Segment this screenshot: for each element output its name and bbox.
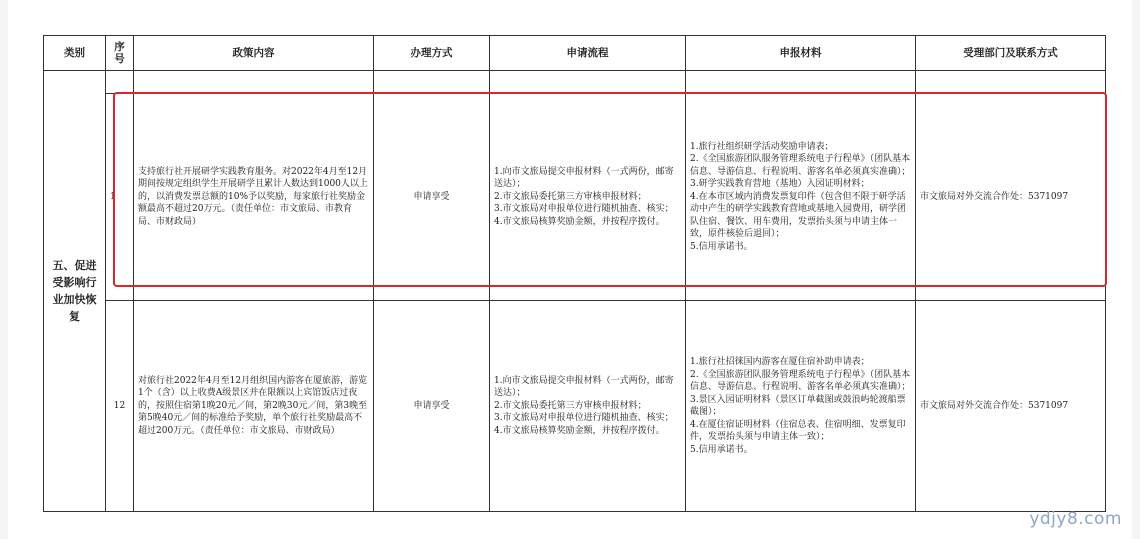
row-contact: 市文旅局对外交流合作处：5371097: [916, 301, 1106, 512]
row-method: 申请享受: [374, 94, 490, 301]
row-contact: 市文旅局对外交流合作处：5371097: [916, 94, 1106, 301]
header-materials: 申报材料: [686, 36, 916, 71]
row-process: 1.向市文旅局提交申报材料（一式两份，邮寄送达）； 2.市文旅局委托第三方审核申报材料； 3.市文旅局对申报单位进行随机抽查、核实； 4.市文旅局核算奖励金额，并按程序拨付。: [490, 301, 686, 512]
spacer-cell: [134, 71, 374, 94]
spacer-cell: [916, 71, 1106, 94]
header-method: 办理方式: [374, 36, 490, 71]
table-row: [44, 301, 1106, 512]
header-process: 申请流程: [490, 36, 686, 71]
spacer-cell: [374, 71, 490, 94]
row-materials: 1.旅行社招徕国内游客在厦住宿补助申请表； 2.《全国旅游团队服务管理系统电子行程单》（团队基本信息、导游信息、行程说明、游客名单必须真实准确）； 3.景区入园证明材料（景区订单截图或鼓浪屿轮渡船票截图）； 4.在厦住宿证明材料（住宿总表、住宿明细、发票复印件，发票抬头须与申请主体一致）； 5.信用承诺书。: [686, 301, 916, 512]
row-process: 1.向市文旅局提交申报材料（一式两份，邮寄送达）； 2.市文旅局委托第三方审核申报材料； 3.市文旅局对申报单位进行随机抽查、核实； 4.市文旅局核算奖励金额，并按程序拨付。: [490, 94, 686, 301]
spacer-cell: [686, 71, 916, 94]
row-index: 12: [106, 301, 134, 512]
policy-table: [43, 35, 1106, 512]
table-row: [44, 94, 1106, 301]
header-row: [44, 36, 1106, 71]
category-cell: 五、促进受影响行业加快恢复: [44, 71, 106, 512]
watermark: ydjy8.com: [1029, 509, 1122, 529]
row-policy: 支持旅行社开展研学实践教育服务。对2022年4月至12月期间按规定组织学生开展研学且累计人数达到1000人以上的，以消费发票总额的10%予以奖励，每家旅行社奖励金额最高不超过20万元。（责任单位：市文旅局、市教育局、市财政局）: [134, 94, 374, 301]
header-policy: 政策内容: [134, 36, 374, 71]
table-row-spacer: [44, 71, 1106, 94]
header-index: 序号: [106, 36, 134, 71]
header-contact: 受理部门及联系方式: [916, 36, 1106, 71]
spacer-cell: [106, 71, 134, 94]
row-method: 申请享受: [374, 301, 490, 512]
row-policy: 对旅行社2022年4月至12月组织国内游客在厦旅游，游览1个（含）以上收费A级景区并在限额以上宾馆饭店过夜的，按照住宿第1晚20元／间，第2晚30元／间，第3晚至第5晚40元／间的标准给予奖励，单个旅行社奖励最高不超过200万元。（责任单位：市文旅局、市财政局）: [134, 301, 374, 512]
header-category: 类别: [44, 36, 106, 71]
row-materials: 1.旅行社组织研学活动奖励申请表； 2.《全国旅游团队服务管理系统电子行程单》（团队基本信息、导游信息、行程说明、游客名单必须真实准确）； 3.研学实践教育营地（基地）入园证明材料； 4.在本市区域内消费发票复印件（包含但不限于研学活动中产生的研学实践教育营地或基地入园费用，研学团队住宿、餐饮、用车费用，发票抬头须与申请主体一致，原件核验后退回）； 5.信用承诺书。: [686, 94, 916, 301]
spacer-cell: [490, 71, 686, 94]
row-index: 1: [106, 94, 134, 301]
